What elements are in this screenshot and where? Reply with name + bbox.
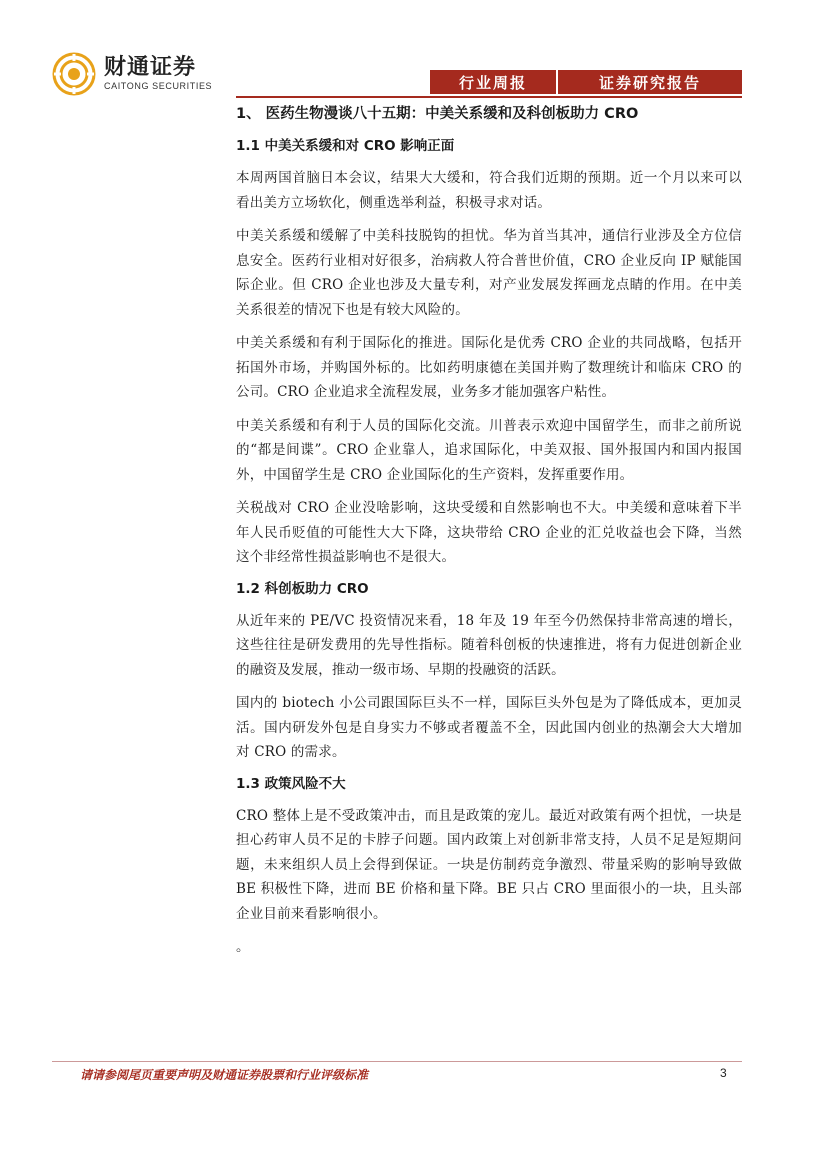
page-number: 3 <box>720 1066 727 1080</box>
header-tabs <box>430 70 742 94</box>
report-category-label: 证券研究报告 <box>558 70 742 94</box>
report-type-label: 行业周报 <box>430 70 556 94</box>
article-title: 1、 医药生物漫谈八十五期：中美关系缓和及科创板助力 CRO <box>236 106 639 122</box>
footer-divider <box>52 1061 742 1062</box>
section-1-heading: 1.1 中美关系缓和对 CRO 影响正面 <box>236 138 455 154</box>
section-2-heading: 1.2 科创板助力 CRO <box>236 580 369 597</box>
company-logo <box>52 52 212 96</box>
section-3-paragraph: 。 <box>236 939 250 955</box>
section-2-paragraph: 从近年来的 PE/VC 投资情况来看，18 年及 19 年至今仍然保持非常高速的增长，这些往往是研发费用的先导性指标。随着科创板的快速推进，将有力促进创新企业的融资及发展，推动一级市场、早期的投融资的活跃。 <box>236 612 742 678</box>
section-1-paragraph: 关税战对 CRO 企业没啥影响，这块受缓和自然影响也不大。中美缓和意味着下半年人民币贬值的可能性大大下降，这块带给 CRO 企业的汇兑收益也会下降，当然这个非经常性损益影响也不是很大。 <box>236 500 742 565</box>
section-1-paragraph: 本周两国首脑日本会议，结果大大缓和，符合我们近期的预期。近一个月以来可以看出美方立场软化，侧重选举利益，积极寻求对话。 <box>236 170 742 211</box>
section-1-paragraph: 中美关系缓和有利于国际化的推进。国际化是优秀 CRO 企业的共同战略，包括开拓国外市场，并购国外标的。比如药明康德在美国并购了数理统计和临床 CRO 的公司。CRO 企业追求全流程发展，业务多才能加强客户粘性。 <box>236 335 742 400</box>
article-body <box>236 104 742 969</box>
footer-disclaimer: 请请参阅尾页重要声明及财通证券股票和行业评级标准 <box>80 1068 369 1082</box>
header-divider <box>236 96 742 98</box>
section-1-paragraph: 中美关系缓和缓解了中美科技脱钩的担忧。华为首当其冲，通信行业涉及全方位信息安全。医药行业相对好很多，治病救人符合普世价值，CRO 企业反向 IP 赋能国际企业。但 CRO 企业也涉及大量专利，对产业发展发挥画龙点睛的作用。在中美关系很差的情况下也是有较大风险的。 <box>236 228 742 318</box>
logo-chinese-name: 财通证券 <box>104 55 197 80</box>
caitong-logo-icon <box>52 52 96 96</box>
section-1-paragraph: 中美关系缓和有利于人员的国际化交流。川普表示欢迎中国留学生，而非之前所说的“都是间谍”。CRO 企业靠人，追求国际化，中美双报、国外报国内和国内报国外，中国留学生是 CRO 企业国际化的生产资料，发挥重要作用。 <box>236 417 742 483</box>
section-2-paragraph: 国内的 biotech 小公司跟国际巨头不一样，国际巨头外包是为了降低成本，更加灵活。国内研发外包是自身实力不够或者覆盖不全，因此国内创业的热潮会大大增加对 CRO 的需求。 <box>236 695 742 760</box>
section-3-heading: 1.3 政策风险不大 <box>236 775 346 792</box>
section-3-paragraph: CRO 整体上是不受政策冲击，而且是政策的宠儿。最近对政策有两个担忧，一块是担心药审人员不足的卡脖子问题。国内政策上对创新非常支持，人员不足是短期问题，未来组织人员上会得到保证。一块是仿制药竞争激烈、带量采购的影响导致做 BE 积极性下降，进而 BE 价格和量下降。BE 只占 CRO 里面很小的一块，且头部企业目前来看影响很小。 <box>236 807 742 922</box>
logo-english-name: CAITONG SECURITIES <box>104 81 213 91</box>
